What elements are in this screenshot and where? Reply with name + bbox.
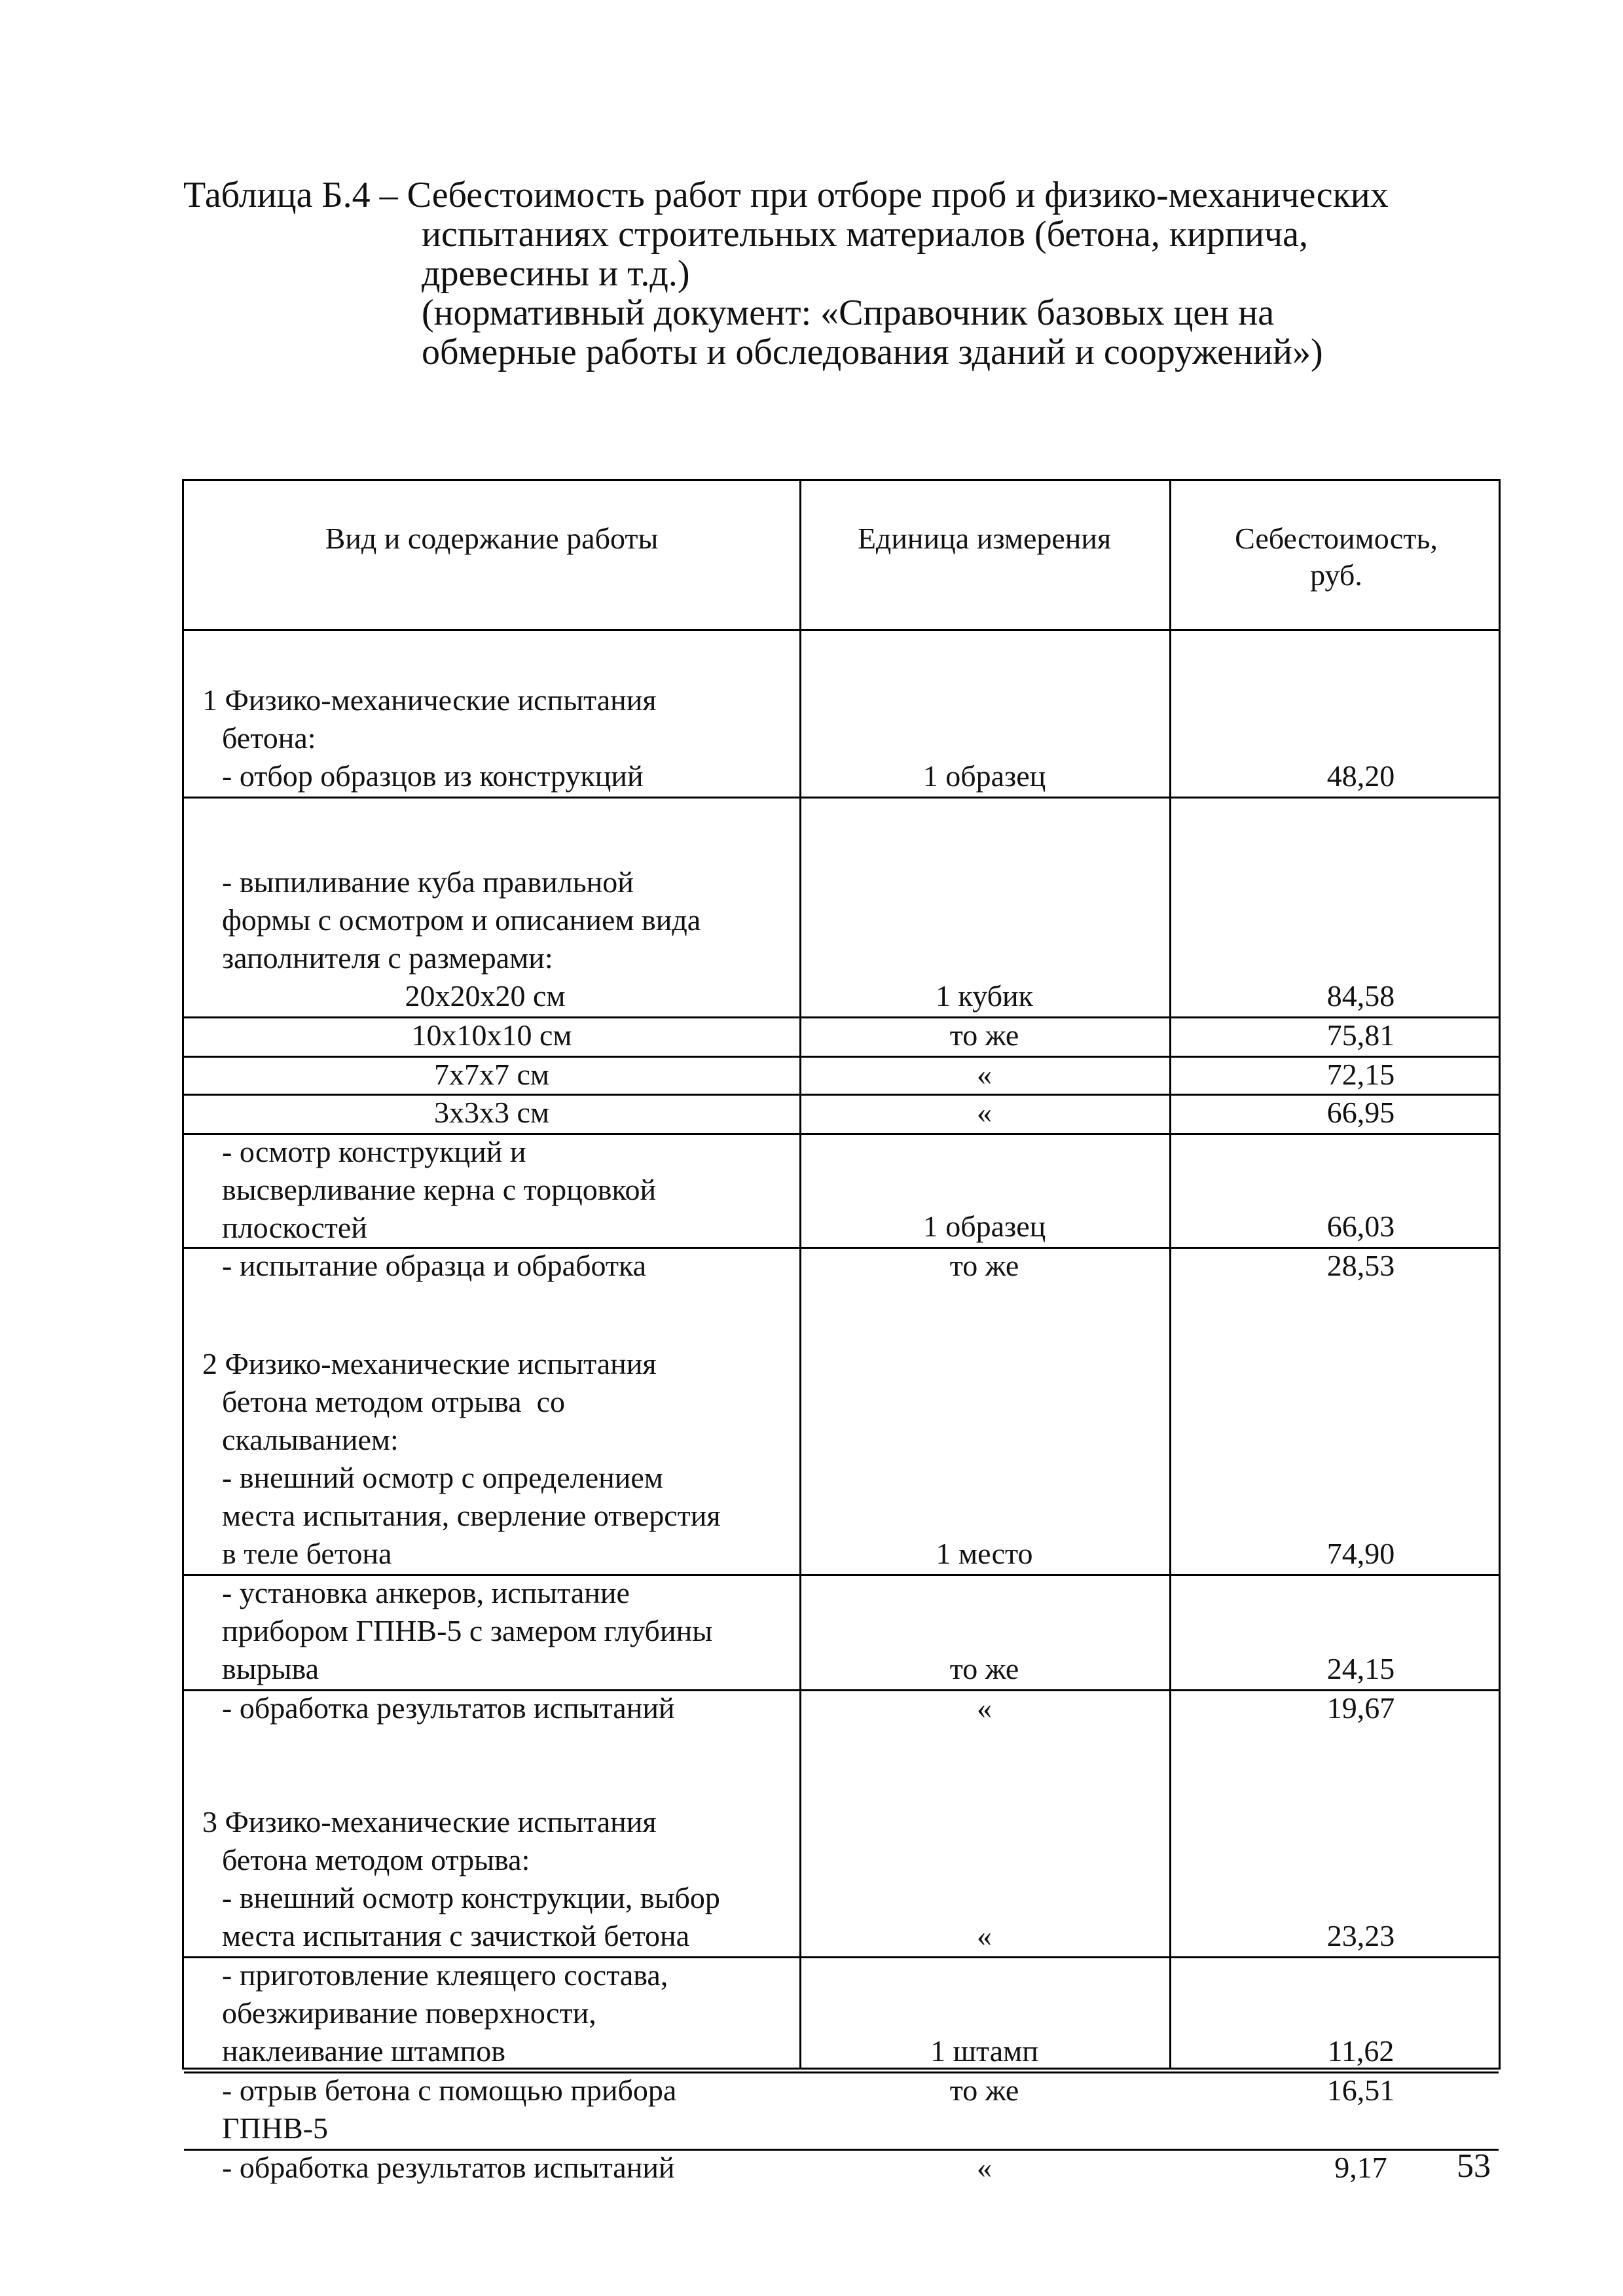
unit-cell: « bbox=[977, 1691, 992, 1725]
work-description bbox=[184, 1133, 786, 1247]
work-line: заполнителя с размерами: bbox=[222, 941, 553, 975]
cost-cell: 28,53 bbox=[1326, 1249, 1395, 1282]
work-description bbox=[184, 1956, 786, 2070]
unit-cell: 1 образец bbox=[922, 759, 1046, 793]
unit-cell: « bbox=[977, 2151, 992, 2184]
work-line: наклеивание штампов bbox=[222, 2034, 506, 2068]
unit-cell: то же bbox=[949, 1652, 1019, 1685]
cost-cell: 84,58 bbox=[1326, 979, 1395, 1013]
cost-cell: 9,17 bbox=[1334, 2151, 1387, 2184]
caption-line: Таблица Б.4 – Себестоимость работ при отборе проб и физико-механических bbox=[183, 175, 1389, 215]
work-line: бетона: bbox=[222, 721, 316, 755]
header-cost-line: Себестоимость, bbox=[1235, 522, 1438, 555]
unit-cell: то же bbox=[949, 2073, 1019, 2107]
work-line: бетона методом отрыва: bbox=[222, 1843, 530, 1876]
work-line: вырыва bbox=[222, 1652, 319, 1685]
work-description bbox=[184, 863, 786, 1015]
work-line: 10х10х10 см bbox=[411, 1018, 572, 1052]
work-line: - обработка результатов испытаний bbox=[222, 2151, 675, 2184]
header-unit: Единица измерения bbox=[857, 522, 1112, 555]
unit-cell: то же bbox=[949, 1018, 1019, 1052]
work-line: скалыванием: bbox=[222, 1423, 399, 1456]
work-description bbox=[184, 681, 786, 795]
work-line: - обработка результатов испытаний bbox=[222, 1691, 675, 1725]
work-line: места испытания с зачисткой бетона bbox=[222, 1919, 690, 1952]
table-row bbox=[184, 1094, 1499, 1135]
work-line: обезжиривание поверхности, bbox=[222, 1996, 596, 2030]
table-row bbox=[184, 797, 1499, 1018]
work-line: бетона методом отрыва со bbox=[222, 1385, 565, 1418]
table-row bbox=[184, 1956, 1499, 2073]
cost-table bbox=[182, 479, 1501, 2184]
work-line: ГПНВ-5 bbox=[222, 2111, 329, 2145]
unit-cell: « bbox=[977, 1058, 992, 1091]
work-line: 3 Физико-механические испытания bbox=[202, 1805, 657, 1839]
work-line: - внешний осмотр конструкции, выбор bbox=[222, 1881, 720, 1914]
work-line: - выпиливание куба правильной bbox=[222, 865, 634, 899]
page-number: 53 bbox=[1457, 2147, 1491, 2185]
cost-cell: 75,81 bbox=[1326, 1018, 1395, 1052]
work-line: плоскостей bbox=[222, 1211, 367, 1244]
cost-cell: 74,90 bbox=[1326, 1537, 1395, 1570]
header-work: Вид и содержание работы bbox=[325, 522, 659, 555]
work-description bbox=[184, 1016, 799, 1054]
caption-line: испытаниях строительных материалов (бетона, кирпича, bbox=[422, 214, 1308, 255]
work-line: 1 Физико-механические испытания bbox=[202, 683, 657, 717]
work-line: 2 Физико-механические испытания bbox=[202, 1347, 657, 1380]
work-line: в теле бетона bbox=[222, 1537, 392, 1570]
unit-cell: 1 кубик bbox=[936, 979, 1033, 1013]
table-caption bbox=[183, 175, 1493, 372]
cost-cell: 23,23 bbox=[1326, 1919, 1395, 1952]
caption-line: обмерные работы и обследования зданий и сооружений») bbox=[422, 332, 1323, 372]
cost-cell: 66,03 bbox=[1326, 1210, 1395, 1243]
table-row bbox=[184, 1133, 1499, 1249]
table-row bbox=[184, 1319, 1499, 1576]
unit-cell: « bbox=[977, 1919, 992, 1952]
work-line: - отрыв бетона с помощью прибора bbox=[222, 2073, 677, 2107]
work-line: - испытание образца и обработка bbox=[222, 1249, 647, 1282]
header-cost-line: руб. bbox=[1310, 558, 1362, 592]
table-row bbox=[184, 1016, 1499, 1058]
caption-line: древесины и т.д.) bbox=[422, 253, 690, 294]
cost-cell: 66,95 bbox=[1326, 1096, 1395, 1129]
work-line: 20х20х20 см bbox=[405, 979, 566, 1013]
table-row bbox=[184, 2072, 1499, 2151]
table-header-row bbox=[184, 481, 1499, 631]
work-line: 3х3х3 см bbox=[433, 1096, 550, 1129]
work-line: высверливание керна с торцовкой bbox=[222, 1173, 657, 1206]
caption-line: (нормативный документ: «Справочник базовых цен на bbox=[422, 293, 1275, 333]
work-description bbox=[184, 1056, 799, 1094]
header-cost bbox=[1169, 520, 1503, 594]
work-description bbox=[184, 1689, 786, 1727]
table-row bbox=[184, 1574, 1499, 1691]
work-line: - установка анкеров, испытание bbox=[222, 1576, 630, 1609]
work-line: - приготовление клеящего состава, bbox=[222, 1958, 668, 1992]
unit-cell: 1 место bbox=[936, 1537, 1033, 1570]
work-description bbox=[184, 2149, 786, 2187]
work-line: 7х7х7 см bbox=[433, 1058, 550, 1091]
work-description bbox=[184, 1345, 786, 1573]
work-description bbox=[184, 1247, 786, 1285]
work-line: прибором ГПНВ-5 с замером глубины bbox=[222, 1614, 713, 1647]
cost-cell: 48,20 bbox=[1326, 759, 1395, 793]
table-row bbox=[184, 1689, 1499, 1729]
cost-cell: 16,51 bbox=[1326, 2073, 1395, 2107]
table-row bbox=[184, 632, 1499, 798]
table-row bbox=[184, 1767, 1499, 1958]
table-row bbox=[184, 1056, 1499, 1096]
cost-cell: 19,67 bbox=[1326, 1691, 1395, 1725]
work-line: места испытания, сверление отверстия bbox=[222, 1499, 721, 1532]
cost-cell: 11,62 bbox=[1327, 2034, 1395, 2068]
cost-cell: 24,15 bbox=[1326, 1652, 1395, 1685]
work-line: формы с осмотром и описанием вида bbox=[222, 903, 701, 937]
table-row bbox=[184, 1247, 1499, 1285]
table-row bbox=[184, 2149, 1499, 2188]
unit-cell: « bbox=[977, 1096, 992, 1129]
work-description bbox=[184, 2072, 786, 2147]
work-line: - внешний осмотр с определением bbox=[222, 1461, 663, 1494]
work-line: - осмотр конструкций и bbox=[222, 1135, 526, 1168]
work-description bbox=[184, 1803, 786, 1955]
unit-cell: 1 образец bbox=[922, 1210, 1046, 1243]
work-line: - отбор образцов из конструкций bbox=[222, 759, 644, 793]
unit-cell: 1 штамп bbox=[930, 2034, 1038, 2068]
work-description bbox=[184, 1574, 786, 1688]
unit-cell: то же bbox=[949, 1249, 1019, 1282]
work-description bbox=[184, 1094, 799, 1132]
cost-cell: 72,15 bbox=[1326, 1058, 1395, 1091]
